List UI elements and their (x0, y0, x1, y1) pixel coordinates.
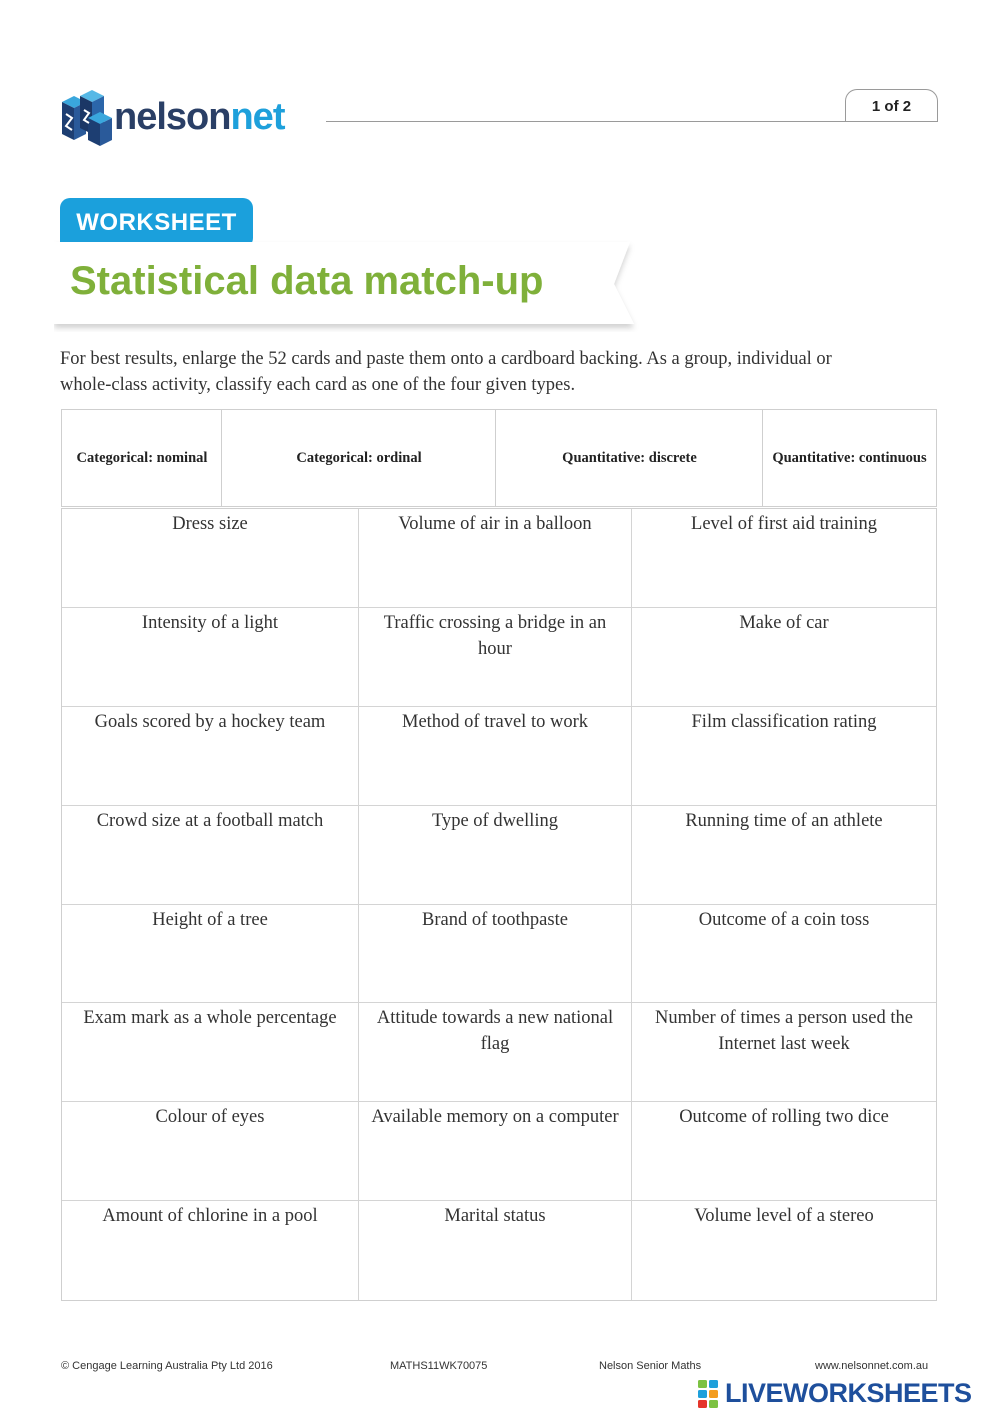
card: Colour of eyes (62, 1102, 359, 1201)
liveworksheets-watermark (697, 1376, 997, 1410)
category-header-row (61, 409, 937, 507)
card: Outcome of rolling two dice (632, 1102, 936, 1201)
logo-text-nelson: nelson (114, 96, 231, 138)
card: Exam mark as a whole percentage (62, 1003, 359, 1102)
card: Dress size (62, 509, 359, 608)
card: Film classification rating (632, 707, 936, 806)
nelsonnet-cube-icon (58, 88, 116, 148)
card: Method of travel to work (359, 707, 632, 806)
liveworksheets-icon (697, 1379, 721, 1409)
worksheet-badge: WORKSHEET (60, 198, 253, 248)
instructions-text: For best results, enlarge the 52 cards and paste them onto a cardboard backing. As a group, individual or whole-class activity, classify each card as one of the four given types. (60, 349, 832, 395)
card: Running time of an athlete (632, 806, 936, 905)
page-title: Statistical data match-up (70, 259, 544, 303)
card: Height of a tree (62, 905, 359, 1004)
logo-wordmark (114, 92, 284, 142)
card: Outcome of a coin toss (632, 905, 936, 1004)
card: Volume level of a stereo (694, 1206, 874, 1227)
card: Make of car (632, 608, 936, 707)
liveworksheets-text: LIVEWORKSHEETS (725, 1378, 972, 1408)
footer-copyright: © Cengage Learning Australia Pty Ltd 2016 (61, 1360, 273, 1372)
category-discrete: Quantitative: discrete (495, 410, 763, 506)
logo-text-net: net (230, 96, 285, 138)
category-continuous: Quantitative: continuous (762, 410, 936, 506)
card: Brand of toothpaste (359, 905, 632, 1004)
card: Volume of air in a balloon (359, 509, 632, 608)
card: Marital status (359, 1201, 632, 1300)
footer-code: MATHS11WK70075 (390, 1360, 488, 1372)
header-divider (326, 121, 938, 122)
card: Amount of chlorine in a pool (62, 1201, 359, 1300)
category-ordinal: Categorical: ordinal (221, 410, 496, 506)
category-nominal: Categorical: nominal (76, 449, 208, 466)
footer-url: www.nelsonnet.com.au (815, 1360, 929, 1372)
card-grid (61, 508, 937, 1301)
card: Attitude towards a new national flag (359, 1003, 632, 1102)
card: Number of times a person used the Internet last week (632, 1003, 936, 1102)
card: Traffic crossing a bridge in an hour (359, 608, 632, 707)
footer-series: Nelson Senior Maths (599, 1360, 702, 1372)
card: Intensity of a light (62, 608, 359, 707)
card: Crowd size at a football match (62, 806, 359, 905)
card: Available memory on a computer (359, 1102, 632, 1201)
card: Level of first aid training (632, 509, 936, 608)
page-indicator: 1 of 2 (845, 89, 938, 121)
card: Type of dwelling (359, 806, 632, 905)
nelsonnet-logo (58, 88, 328, 148)
card: Goals scored by a hockey team (62, 707, 359, 806)
